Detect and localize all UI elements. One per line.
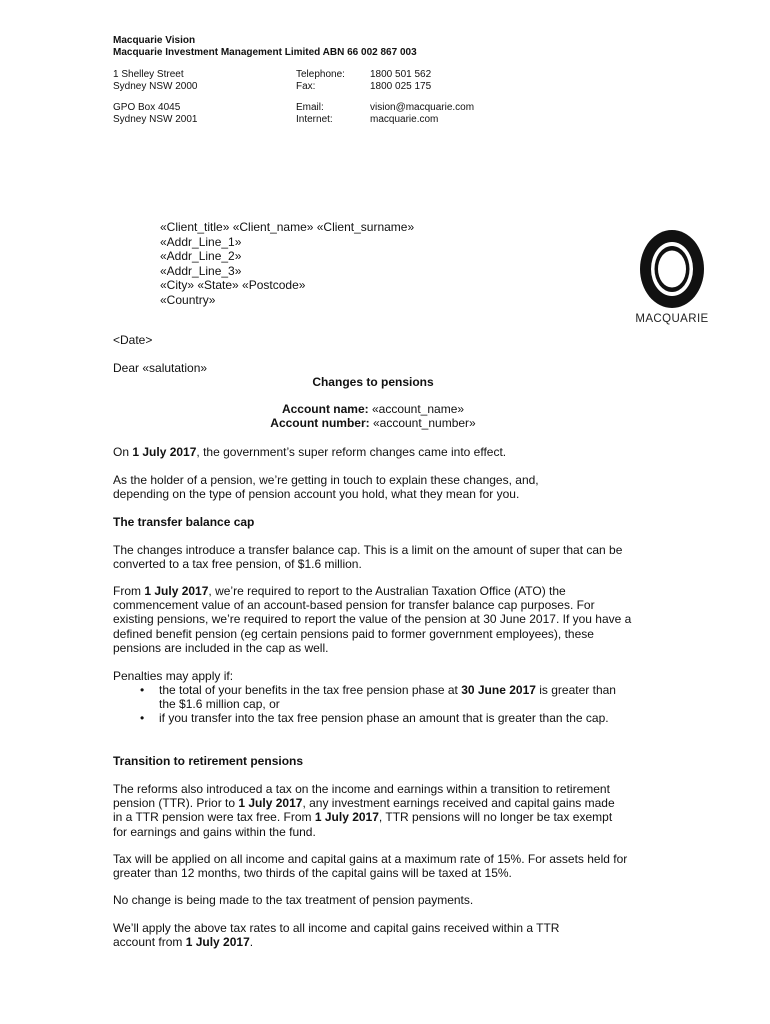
bold-date: 1 July 2017 [314,810,379,825]
recipient-city-line: «City» «State» «Postcode» [160,278,306,292]
fax-value: 1800 025 175 [370,81,432,92]
text-run: , we’re required to report to the Australian Taxation Office (ATO) the commencement value of an account-based pension for transfer balance cap purposes. For existing pensions, we’re required to report the value of the pension at 30 June 2017. If you have a defined benefit pension (eg certain pensions paid to former government employees), these pensions are included in the cap as well. [113,584,632,655]
text-run: if you transfer into the tax free pension phase an amount that is greater than the cap. [159,711,609,726]
postal-address-line-2: Sydney NSW 2001 [113,114,198,125]
bullet-icon: • [140,711,145,726]
list-item [113,683,625,711]
account-number-value: «account_number» [372,416,476,430]
bold-date: 30 June 2017 [461,683,536,697]
recipient-address-line-3: «Addr_Line_3» [160,264,242,278]
recipient-country-line: «Country» [160,293,216,307]
text-run: , the government’s super reform changes came into effect. [196,445,507,459]
text-run: , any investment earnings received and capital gains made in a TTR pension were tax free. From [113,796,615,825]
street-address-line-1: 1 Shelley Street [113,69,184,80]
text-run: is greater than the $1.6 million cap, or [159,683,616,712]
bold-date: 1 July 2017 [132,445,197,459]
internet-label: Internet: [296,114,333,125]
paragraph-tax-rate: Tax will be applied on all income and capital gains at a maximum rate of 15%. For assets held for greater than 12 months, two thirds of the capital gains will be taxed at 15%. [113,852,628,881]
paragraph-ato-reporting [113,584,635,655]
letter-title: Changes to pensions [312,375,434,389]
text-run: . [249,935,254,950]
paragraph-pension-holder: As the holder of a pension, we’re getting in touch to explain these changes, and, depending on the type of pension account you hold, what they mean for you. [113,473,539,502]
heading-transition-to-retirement: Transition to retirement pensions [113,754,304,768]
letter-date: <Date> [113,333,153,347]
text-run: , TTR pensions will no longer be tax exempt for earnings and gains within the fund. [113,810,613,839]
holey-dollar-logo-icon [616,224,728,312]
bold-date: 1 July 2017 [144,584,209,598]
salutation: Dear «salutation» [113,361,208,375]
text-run: On [113,445,133,459]
text-run: From [113,584,145,598]
recipient-address-line-1: «Addr_Line_1» [160,235,242,249]
internet-value: macquarie.com [370,114,439,125]
text-run: the total of your benefits in the tax free pension phase at [159,683,462,697]
telephone-value: 1800 501 562 [370,69,432,80]
bold-date: 1 July 2017 [185,935,250,950]
postal-address-line-1: GPO Box 4045 [113,102,181,113]
account-number-line [113,416,633,431]
telephone-label: Telephone: [296,69,345,80]
list-item [113,711,625,725]
paragraph-transfer-cap: The changes introduce a transfer balance cap. This is a limit on the amount of super that can be converted to a tax free pension, of $1.6 million. [113,543,623,572]
paragraph-ttr-reforms [113,782,625,839]
fax-label: Fax: [296,81,316,92]
text-run: The reforms also introduced a tax on the income and earnings within a transition to retirement pension (TTR). Prior to [113,782,610,811]
recipient-name-line: «Client_title» «Client_name» «Client_surname» [160,220,415,234]
bold-date: 1 July 2017 [238,796,303,811]
paragraph-intro [113,445,643,459]
paragraph-tax-application [113,921,603,949]
account-name-label: Account name: [281,402,369,416]
text-run: We’ll apply the above tax rates to all income and capital gains received within a TTR account from [113,921,560,950]
email-label: Email: [296,102,324,113]
email-value: vision@macquarie.com [370,102,475,113]
account-name-line [113,402,633,417]
bullet-icon: • [140,683,145,697]
paragraph-penalties: Penalties may apply if: [113,669,234,683]
company-legal-name: Macquarie Investment Management Limited ABN 66 002 867 003 [113,47,417,58]
heading-transfer-balance-cap: The transfer balance cap [113,515,255,529]
company-name: Macquarie Vision [113,35,196,46]
paragraph-no-change: No change is being made to the tax treatment of pension payments. [113,893,474,907]
account-number-label: Account number: [270,416,370,430]
street-address-line-2: Sydney NSW 2000 [113,81,198,92]
account-name-value: «account_name» [371,402,465,416]
macquarie-logo [616,224,728,334]
logo-wordmark: MACQUARIE [635,313,709,325]
penalties-list [113,683,625,726]
recipient-address-line-2: «Addr_Line_2» [160,249,242,263]
